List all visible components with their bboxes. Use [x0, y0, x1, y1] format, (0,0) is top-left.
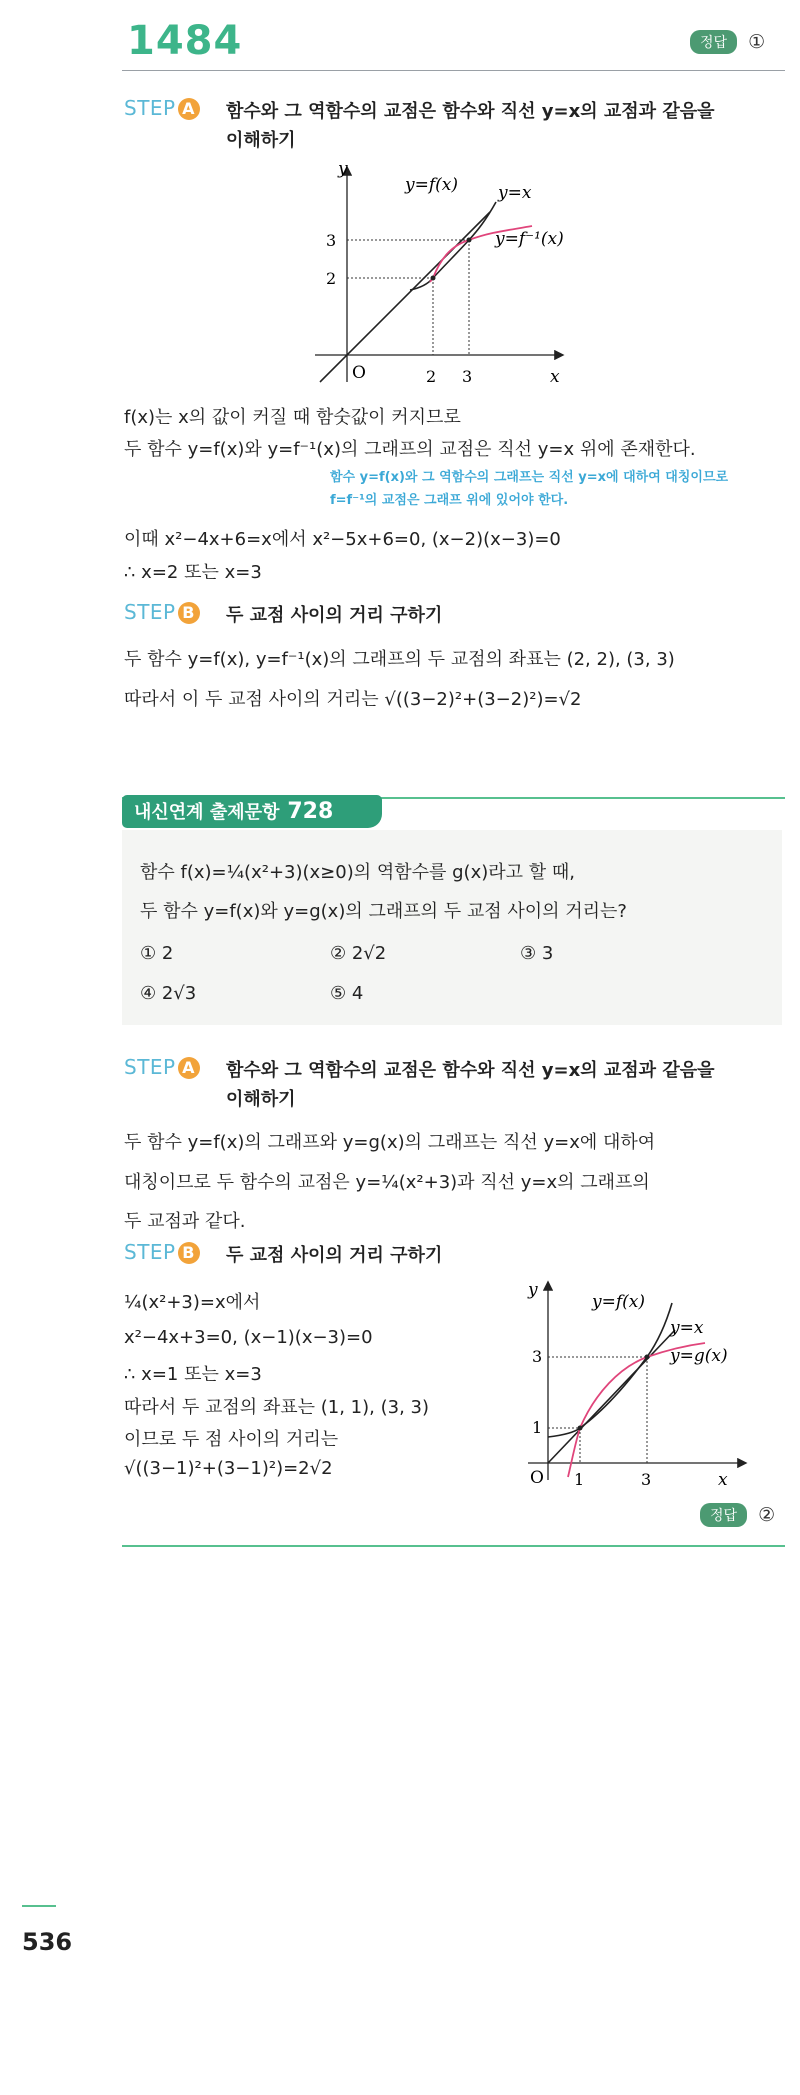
header-divider	[122, 70, 785, 71]
sol1b-line2: 따라서 이 두 교점 사이의 거리는 √((3−2)²+(3−2)²)=√2	[124, 689, 582, 710]
intersection-2	[431, 276, 436, 281]
step-a2-title-line2: 이해하기	[226, 1089, 296, 1110]
sol2b-line5: 이므로 두 점 사이의 거리는	[124, 1429, 339, 1450]
page-marker	[22, 1905, 56, 1907]
sol1-line2: 두 함수 y=f(x)와 y=f⁻¹(x)의 그래프의 교점은 직선 y=x 위에 존재한다.	[124, 439, 696, 460]
naesin-number: 728	[287, 799, 334, 824]
tick-x-2: 2	[426, 367, 437, 386]
sol2-line3: 두 교점과 같다.	[124, 1211, 246, 1232]
choice-2: ② 2√2	[330, 943, 387, 964]
sol1-line3: 이때 x²−4x+6=x에서 x²−5x+6=0, (x−2)(x−3)=0	[124, 529, 561, 550]
sol2b-line1: ¼(x²+3)=x에서	[124, 1292, 261, 1313]
step-b2-label: STEP B	[124, 1240, 200, 1264]
problem-number: 1484	[127, 18, 243, 64]
footer-answer-row	[700, 1503, 775, 1527]
origin-label: O	[352, 363, 366, 383]
origin-label: O	[530, 1468, 544, 1488]
tick-y-1: 1	[532, 1418, 543, 1437]
step-a1-title-line2: 이해하기	[226, 130, 296, 151]
step-b2-letter: B	[178, 1242, 200, 1264]
footer-answer-value: ②	[758, 1504, 776, 1526]
step-a2-letter: A	[178, 1057, 200, 1079]
answer-row	[690, 30, 765, 54]
tick-x-3: 3	[462, 367, 473, 386]
answer-badge: 정답	[690, 30, 737, 54]
page-number: 536	[22, 1928, 73, 1956]
y-axis-label: y	[528, 1280, 538, 1300]
sol1-line1: f(x)는 x의 값이 커질 때 함숫값이 커지므로	[124, 407, 461, 428]
answer-value: ①	[748, 31, 766, 53]
sol1b-line1: 두 함수 y=f(x), y=f⁻¹(x)의 그래프의 두 교점의 좌표는 (2, 2), (3, 3)	[124, 649, 675, 670]
sol1-note1: 함수 y=f(x)와 그 역함수의 그래프는 직선 y=x에 대하여 대칭이므로	[330, 470, 729, 485]
step-a2-label: STEP A	[124, 1055, 200, 1079]
sol2b-line2: x²−4x+3=0, (x−1)(x−3)=0	[124, 1327, 373, 1348]
choice-5: ⑤ 4	[330, 983, 364, 1004]
sol2b-line6: √((3−1)²+(3−1)²)=2√2	[124, 1458, 333, 1479]
footer-answer-badge: 정답	[700, 1503, 747, 1527]
naesin-banner	[122, 795, 382, 828]
tick-y-3: 3	[326, 231, 337, 250]
sol2b-line4: 따라서 두 교점의 좌표는 (1, 1), (3, 3)	[124, 1397, 429, 1418]
tick-x-1: 1	[574, 1470, 585, 1489]
problem-line1: 함수 f(x)=¼(x²+3)(x≥0)의 역함수를 g(x)라고 할 때,	[140, 862, 575, 883]
line-y-equals-x	[320, 212, 490, 382]
problem-line2: 두 함수 y=f(x)와 y=g(x)의 그래프의 두 교점 사이의 거리는?	[140, 901, 627, 922]
y-axis-label: y	[338, 160, 348, 179]
label-y-equals-x: y=x	[670, 1318, 704, 1338]
tick-y-3: 3	[532, 1347, 543, 1366]
tick-x-3: 3	[641, 1470, 652, 1489]
label-f-inverse: y=f⁻¹(x)	[495, 229, 564, 249]
naesin-label: 내신연계 출제문항	[134, 802, 280, 823]
step-b2-title: 두 교점 사이의 거리 구하기	[226, 1245, 443, 1266]
x-axis-label: x	[718, 1470, 728, 1490]
step-a1-label: STEP A	[124, 96, 200, 120]
step-b1-title: 두 교점 사이의 거리 구하기	[226, 605, 443, 626]
sol2-line2: 대칭이므로 두 함수의 교점은 y=¼(x²+3)과 직선 y=x의 그래프의	[124, 1172, 650, 1193]
choice-4: ④ 2√3	[140, 983, 197, 1004]
label-y-equals-x: y=x	[498, 183, 532, 203]
label-g: y=g(x)	[670, 1346, 728, 1366]
step-a1-letter: A	[178, 98, 200, 120]
label-f: y=f(x)	[405, 175, 458, 195]
sol1-note2: f=f⁻¹의 교점은 그래프 위에 있어야 한다.	[330, 493, 569, 508]
intersection-1	[578, 1426, 583, 1431]
choice-3: ③ 3	[520, 943, 554, 964]
section-end-divider	[122, 1545, 785, 1547]
intersection-3	[467, 238, 472, 243]
curve-f	[548, 1303, 672, 1437]
x-axis-label: x	[550, 367, 560, 387]
sol2-line1: 두 함수 y=f(x)의 그래프와 y=g(x)의 그래프는 직선 y=x에 대하여	[124, 1132, 656, 1153]
sol2b-line3: ∴ x=1 또는 x=3	[124, 1364, 262, 1385]
step-b1-letter: B	[178, 602, 200, 624]
graph-2	[520, 1275, 760, 1490]
step-a2-title-line1: 함수와 그 역함수의 교점은 함수와 직선 y=x의 교점과 같음을	[226, 1060, 715, 1081]
intersection-3	[645, 1355, 650, 1360]
step-a1-title-line1: 함수와 그 역함수의 교점은 함수와 직선 y=x의 교점과 같음을	[226, 101, 715, 122]
choice-1: ① 2	[140, 943, 174, 964]
step-b1-label: STEP B	[124, 600, 200, 624]
tick-y-2: 2	[326, 269, 337, 288]
sol1-line4: ∴ x=2 또는 x=3	[124, 562, 262, 583]
label-f: y=f(x)	[592, 1292, 645, 1312]
curve-f	[410, 202, 496, 290]
graph-1	[300, 160, 590, 390]
line-y-equals-x	[548, 1330, 675, 1463]
